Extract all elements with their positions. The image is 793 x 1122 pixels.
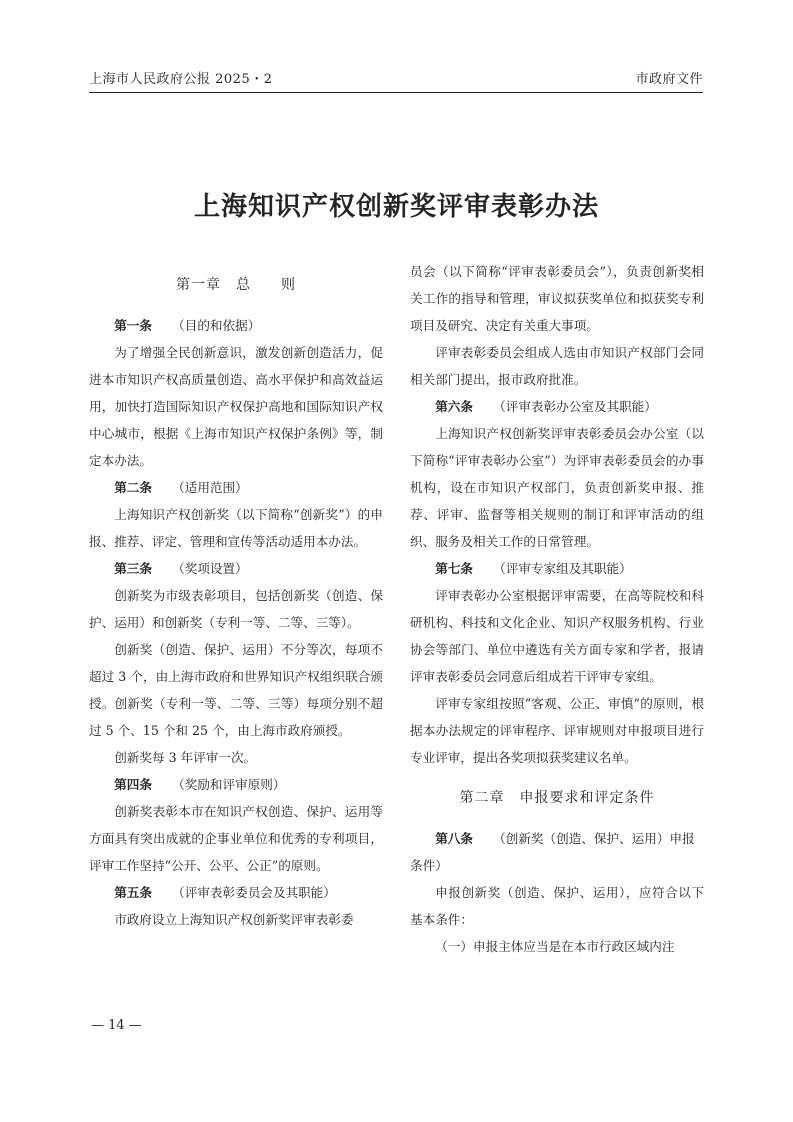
article-label: 第二条 <box>114 480 152 495</box>
article-topic: （奖项设置） <box>172 561 248 576</box>
publication-name: 上海市人民政府公报 2025・2 <box>89 72 273 87</box>
article-topic: （评审表彰办公室及其职能） <box>493 399 657 414</box>
article-heading <box>89 879 383 906</box>
article-topic: （评审专家组及其职能） <box>493 561 632 576</box>
article-topic: （目的和依据） <box>172 318 261 333</box>
right-column <box>410 258 704 960</box>
paragraph: （一）申报主体应当是在本市行政区域内注 <box>435 939 675 954</box>
paragraph: 申报创新奖（创造、保护、运用），应符合以下基本条件： <box>410 885 704 927</box>
chapter-heading: 第二章 申报要求和评定条件 <box>459 790 655 806</box>
article-label: 第七条 <box>435 561 473 576</box>
article-topic: （奖励和评审原则） <box>172 777 286 792</box>
paragraph: 评审表彰委员会组成人选由市知识产权部门会同相关部门提出，报市政府批准。 <box>410 345 704 387</box>
document-title: 上海知识产权创新奖评审表彰办法 <box>193 192 599 222</box>
article-label: 第五条 <box>114 885 152 900</box>
paragraph: 创新奖（创造、保护、运用）不分等次，每项不超过 3 个，由上海市政府和世界知识产权组织联合颁授。创新奖（专利一等、二等、三等）每项分别不超过 5 个、15 个和 25 个，由上海市政府颁授。 <box>89 642 383 738</box>
article-topic: （评审表彰委员会及其职能） <box>172 885 336 900</box>
paragraph: 评审表彰办公室根据评审需要，在高等院校和科研机构、科技和文化企业、知识产权服务机构、行业协会等部门、单位中遴选有关方面专家和学者，报请评审表彰委员会同意后组成若干评审专家组。 <box>410 588 704 684</box>
article-label: 第六条 <box>435 399 473 414</box>
article-heading <box>89 771 383 798</box>
article-heading <box>410 393 704 420</box>
article-topic: （创新奖（创造、保护、运用）申报条件） <box>410 831 695 873</box>
article-label: 第一条 <box>114 318 152 333</box>
paragraph: 员会（以下简称“评审表彰委员会”），负责创新奖相关工作的指导和管理，审议拟获奖单位和拟获奖专利项目及研究、决定有关重大事项。 <box>410 264 704 333</box>
left-column <box>89 258 383 933</box>
paragraph: 评审专家组按照“客观、公正、审慎”的原则，根据本办法规定的评审程序、评审规则对申报项目进行专业评审，提出各奖项拟获奖建议名单。 <box>410 696 704 765</box>
paragraph: 上海知识产权创新奖（以下简称“创新奖”）的申报、推荐、评定、管理和宣传等活动适用本办法。 <box>89 507 383 549</box>
paragraph: 上海知识产权创新奖评审表彰委员会办公室（以下简称“评审表彰办公室”）为评审表彰委员会的办事机构，设在市知识产权部门，负责创新奖申报、推荐、评审、监督等相关规则的制订和评审活动的组织、服务及相关工作的日常管理。 <box>410 426 704 549</box>
paragraph: 市政府设立上海知识产权创新奖评审表彰委 <box>114 912 354 927</box>
paragraph: 为了增强全民创新意识，激发创新创造活力，促进本市知识产权高质量创造、高水平保护和高效益运用，加快打造国际知识产权保护高地和国际知识产权中心城市，根据《上海市知识产权保护条例》等，制定本办法。 <box>89 345 383 468</box>
article-label: 第八条 <box>435 831 473 846</box>
article-heading <box>89 555 383 582</box>
page-number: — 14 — <box>91 1018 142 1033</box>
article-heading <box>410 555 704 582</box>
article-heading <box>89 474 383 501</box>
paragraph: 创新奖表彰本市在知识产权创造、保护、运用等方面具有突出成就的企事业单位和优秀的专利项目，评审工作坚持“公开、公平、公正”的原则。 <box>89 804 383 873</box>
running-header <box>89 64 703 93</box>
article-label: 第三条 <box>114 561 152 576</box>
section-name: 市政府文件 <box>635 72 703 87</box>
article-label: 第四条 <box>114 777 152 792</box>
article-heading <box>410 825 704 879</box>
article-topic: （适用范围） <box>172 480 248 495</box>
chapter-heading: 第一章 总 则 <box>176 277 296 293</box>
paragraph: 创新奖为市级表彰项目，包括创新奖（创造、保护、运用）和创新奖（专利一等、二等、三等）。 <box>89 588 383 630</box>
paragraph: 创新奖每 3 年评审一次。 <box>114 750 257 765</box>
article-heading <box>89 312 383 339</box>
